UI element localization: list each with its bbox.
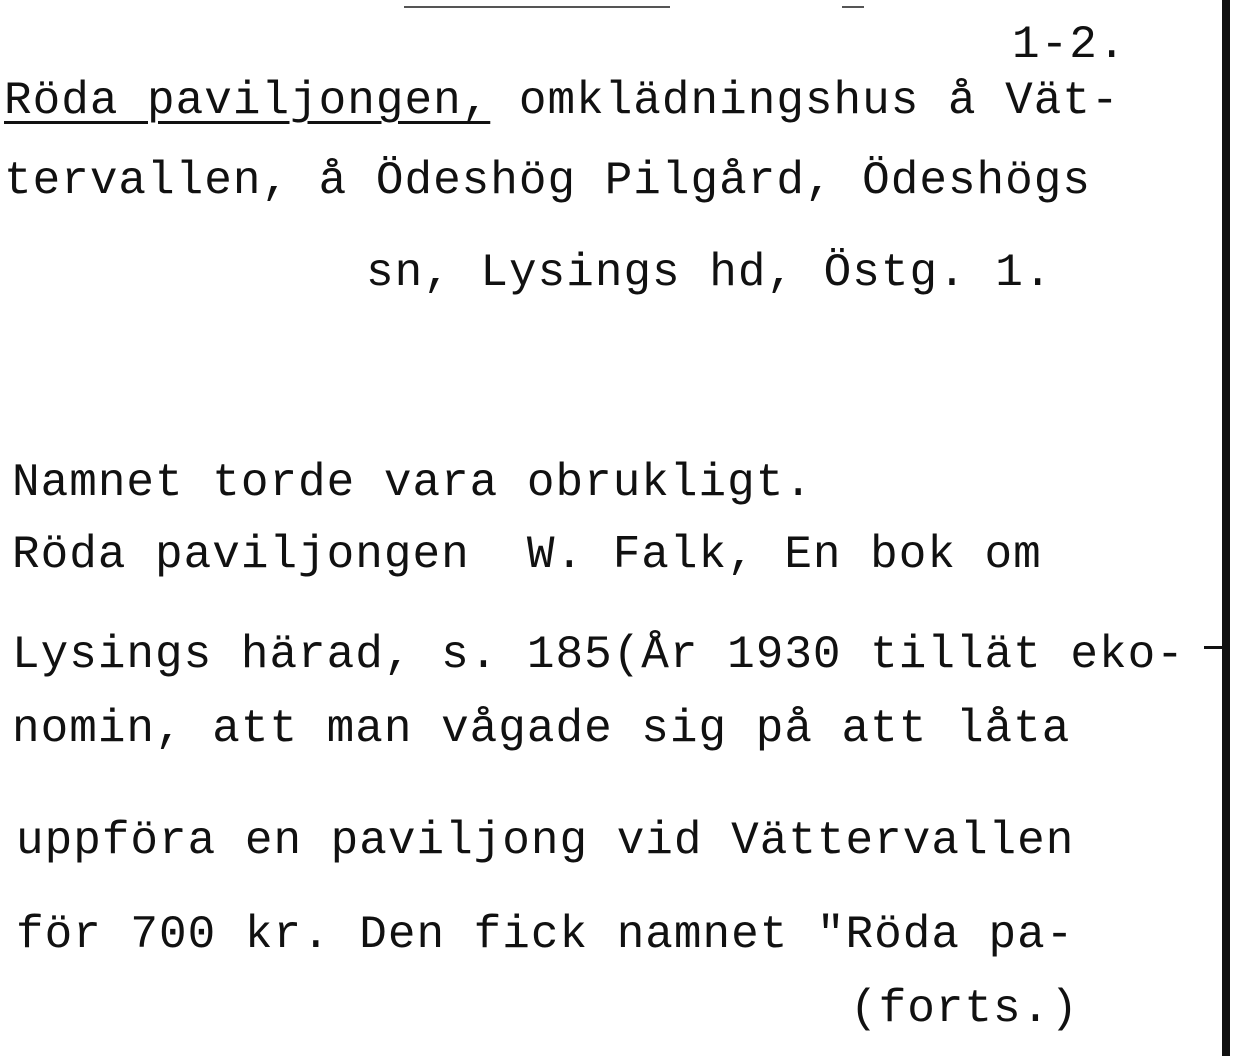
heading-title: Röda paviljongen,: [4, 75, 491, 127]
body-line: för 700 kr. Den fick namnet "Röda pa-: [16, 909, 1075, 961]
top-edge-mark: [404, 6, 670, 8]
page-number: 1-2.: [1012, 19, 1127, 71]
hyphen-tick: [1204, 646, 1224, 649]
heading-line-2: tervallen, å Ödeshög Pilgård, Ödeshögs: [4, 155, 1091, 207]
continuation-note: (forts.): [850, 983, 1079, 1035]
heading-rest: omklädningshus å Vät-: [490, 75, 1120, 127]
top-edge-mark: [842, 6, 864, 8]
heading-line-1: [4, 75, 1120, 127]
body-line: Namnet torde vara obrukligt.: [12, 457, 813, 509]
body-line: Röda paviljongen W. Falk, En bok om: [12, 529, 1042, 581]
body-line: Lysings härad, s. 185(År 1930 tillät eko-: [12, 629, 1185, 681]
card-right-edge: [1222, 0, 1230, 1056]
body-line: nomin, att man vågade sig på att låta: [12, 703, 1071, 755]
body-line: uppföra en paviljong vid Vättervallen: [16, 815, 1075, 867]
heading-line-3: sn, Lysings hd, Östg. 1.: [366, 247, 1053, 299]
